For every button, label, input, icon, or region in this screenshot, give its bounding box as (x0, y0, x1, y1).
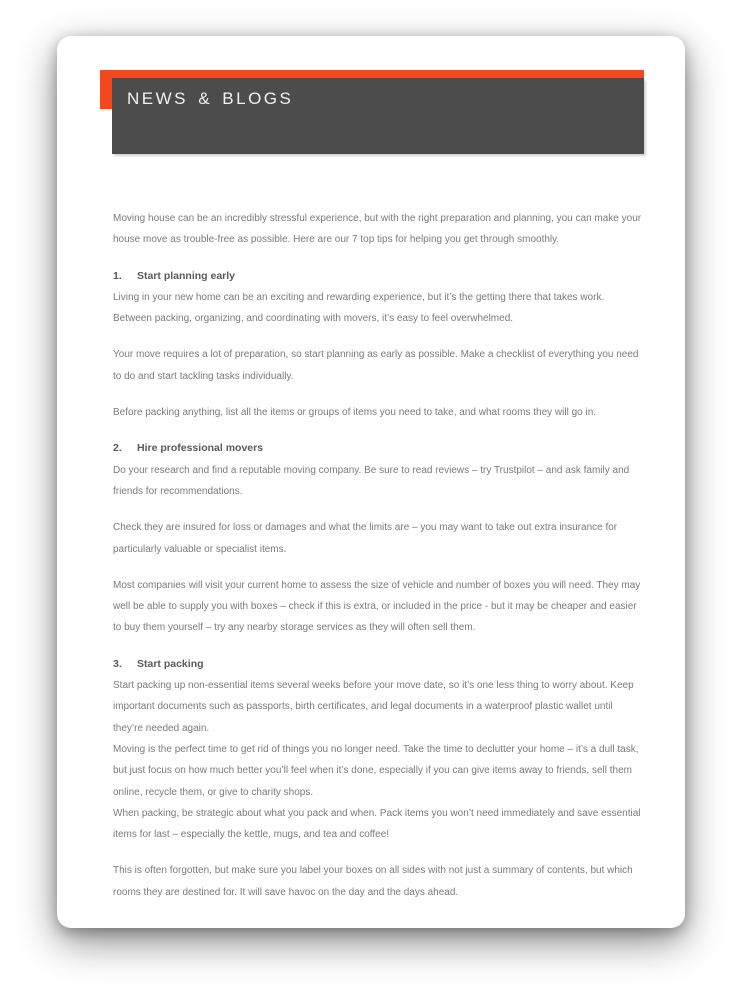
section-1-heading-text: Start planning early (137, 269, 236, 282)
paragraph: Before packing anything, list all the items or groups of items you need to take, and what rooms they will go in. (113, 407, 597, 419)
section-2-heading-text: Hire professional movers (137, 442, 264, 455)
section-2-number: 2. (113, 442, 122, 455)
paragraph: Living in your new home can be an exciting and rewarding experience, but it’s the getting there that takes work. Between packing, organizing, and coordinating with movers, it’s easy to feel overwhelmed. (113, 291, 605, 325)
paragraph: Most companies will visit your current home to assess the size of vehicle and number of boxes you will need. They may well be able to supply you with boxes – check if this is extra, or included in the price - but it may be cheaper and easier to buy them yourself – try any nearby storage services as they will often sell them. (113, 579, 641, 634)
paragraph: When packing, be strategic about what you pack and when. Pack items you won’t need immediately and save essential items for last – especially the kettle, mugs, and tea and coffee! (113, 807, 641, 841)
section-3-heading (113, 654, 645, 675)
paragraph: Start packing up non-essential items several weeks before your move date, so it’s one less thing to worry about. Keep important documents such as passports, birth certificates, and legal documents in a waterproof plastic wallet until they’re needed again. (113, 680, 634, 734)
document-page (57, 36, 685, 928)
page-header (57, 36, 685, 154)
section-3-number: 3. (113, 657, 122, 670)
section-2-heading (113, 438, 645, 459)
paragraph: Moving is the perfect time to get rid of things you no longer need. Take the time to declutter your home – it’s a dull task, but just focus on how much better you’ll feel when it’s done, especially if you can give items away to friends, sell them online, recycle them, or give to charity shops. (113, 743, 639, 798)
page-title: NEWS & BLOGS (127, 89, 294, 108)
article-body (57, 208, 685, 942)
paragraph: Do your research and find a reputable moving company. Be sure to read reviews – try Trustpilot – and ask family and friends for recommendations. (113, 464, 630, 497)
paragraph: Check they are insured for loss or damages and what the limits are – you may want to take out extra insurance for particularly valuable or specialist items. (113, 522, 618, 555)
section-1-heading (113, 266, 645, 287)
paragraph: Your move requires a lot of preparation, so start planning as early as possible. Make a checklist of everything you need to do and start tackling tasks individually. (113, 349, 639, 382)
title-banner (112, 78, 644, 154)
section-1-number: 1. (113, 269, 122, 282)
paragraph: This is often forgotten, but make sure you label your boxes on all sides with not just a summary of contents, but which rooms they are destined for. It will save havoc on the day and the days ahead. (113, 865, 633, 898)
intro-paragraph: Moving house can be an incredibly stressful experience, but with the right preparation and planning, you can make your house move as trouble-free as possible. Here are our 7 top tips for helping you get through smoothly. (113, 213, 642, 246)
section-3-heading-text: Start packing (137, 657, 204, 670)
